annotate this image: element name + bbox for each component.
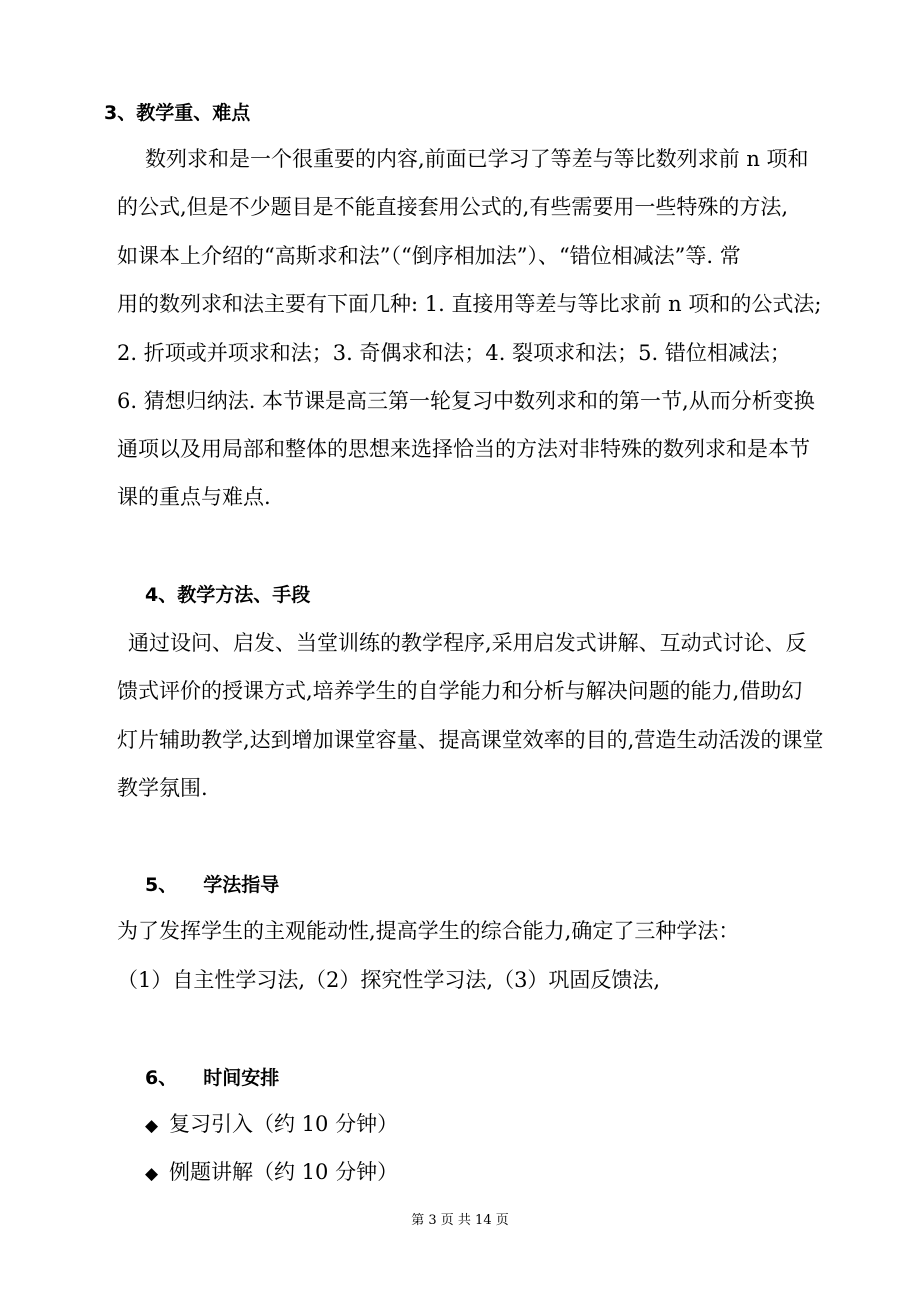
list-item-text: 例题讲解（约 10 分钟）	[169, 1160, 399, 1184]
section-4-line: 灯片辅助教学,达到增加课堂容量、提高课堂效率的目的,营造生动活泼的课堂	[117, 728, 824, 752]
list-item	[0, 1157, 920, 1189]
section-3-line: 如课本上介绍的“高斯求和法”（“倒序相加法”）、“错位相减法”等. 常	[117, 244, 741, 268]
section-6-number: 6、	[145, 1067, 178, 1089]
section-3-line: 数列求和是一个很重要的内容,前面已学习了等差与等比数列求前 n 项和	[145, 147, 809, 171]
section-6-heading	[0, 1063, 920, 1093]
page-footer: 第 3 页 共 14 页	[411, 1213, 509, 1228]
section-3-heading: 3、教学重、难点	[104, 102, 251, 124]
section-4-heading: 4、教学方法、手段	[145, 584, 311, 606]
section-3-line: 的公式,但是不少题目是不能直接套用公式的,有些需要用一些特殊的方法,	[117, 195, 789, 219]
section-5-title: 学法指导	[203, 874, 280, 896]
diamond-bullet-icon: ◆	[145, 1164, 159, 1184]
list-item	[0, 1109, 920, 1141]
section-3-line: 课的重点与难点.	[117, 485, 271, 509]
section-4-line: 通过设问、启发、当堂训练的教学程序,采用启发式讲解、互动式讨论、反	[128, 631, 807, 655]
section-3-line: 通项以及用局部和整体的思想来选择恰当的方法对非特殊的数列求和是本节	[117, 437, 810, 461]
section-3-line: 6. 猜想归纳法. 本节课是高三第一轮复习中数列求和的第一节,从而分析变换	[117, 389, 815, 413]
section-3-line: 2. 折项或并项求和法；3. 奇偶求和法；4. 裂项求和法；5. 错位相减法；	[117, 341, 791, 365]
list-item-text: 复习引入（约 10 分钟）	[169, 1112, 399, 1136]
section-5-number: 5、	[145, 874, 178, 896]
section-5-line: （1）自主性学习法,（2）探究性学习法,（3）巩固反馈法,	[117, 968, 661, 992]
section-6-title: 时间安排	[203, 1067, 280, 1089]
section-5-heading	[0, 870, 920, 900]
diamond-bullet-icon: ◆	[145, 1116, 159, 1136]
section-3-line: 用的数列求和法主要有下面几种: 1. 直接用等差与等比求前 n 项和的公式法;	[117, 292, 822, 316]
section-4-line: 馈式评价的授课方式,培养学生的自学能力和分析与解决问题的能力,借助幻	[117, 679, 803, 703]
section-5-line: 为了发挥学生的主观能动性,提高学生的综合能力,确定了三种学法：	[117, 919, 740, 943]
section-4-line: 教学氛围.	[117, 776, 208, 800]
